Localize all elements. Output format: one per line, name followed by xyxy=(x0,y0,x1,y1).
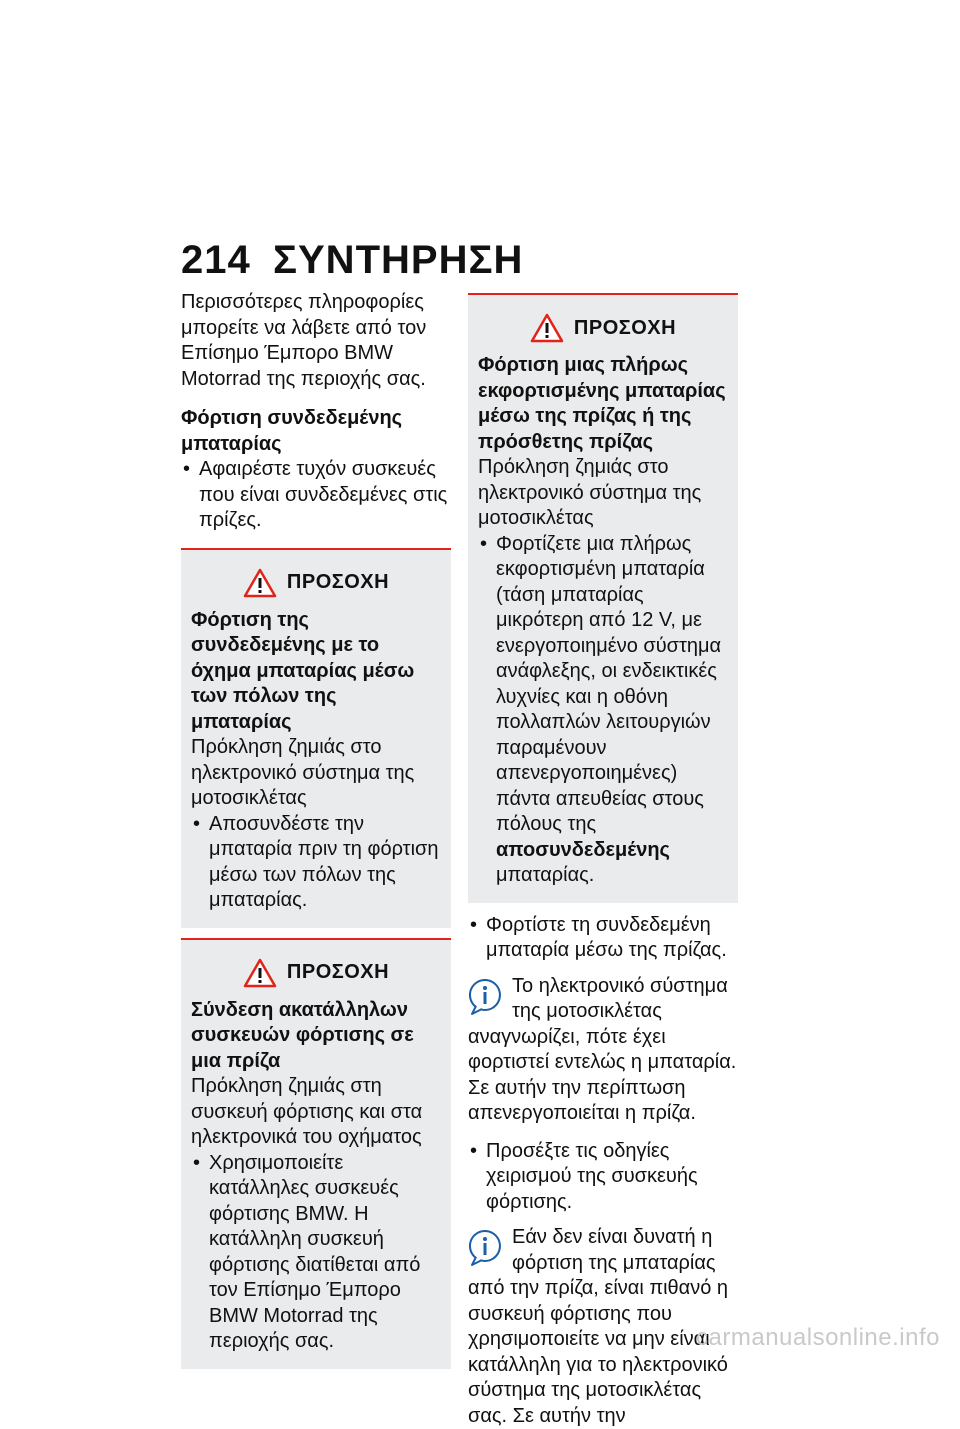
warning-triangle-icon xyxy=(243,568,277,598)
page-header xyxy=(181,238,523,283)
warning-subtitle: Φόρτιση της συνδεδεμένης με το όχημα μπαταρίας μέσω των πόλων της μπαταρίας xyxy=(191,608,415,733)
warning-triangle-icon xyxy=(530,313,564,343)
warning-box-3 xyxy=(468,293,738,903)
warning-title: ΠΡΟΣΟΧΗ xyxy=(286,961,390,983)
warning-text: Πρόκληση ζημιάς στο ηλεκτρονικό σύστημα της μοτοσικλέτας xyxy=(191,736,415,809)
right-column xyxy=(468,290,738,1429)
warning-box-1 xyxy=(181,548,451,928)
info-note-text: Το ηλεκτρονικό σύστημα της μοτοσικλέτας αναγνωρίζει, πότε έχει φορτιστεί εντελώς η μπαταρία. Σε αυτήν την περίπτωση απενεργοποιείται η πρίζα. xyxy=(468,974,737,1124)
info-icon xyxy=(468,978,502,1016)
instructions-bullet: • Προσέξτε τις οδηγίες χειρισμού της συσκευής φόρτισης. xyxy=(468,1139,738,1216)
intro-paragraph: Περισσότερες πληροφορίες μπορείτε να λάβετε από τον Επίσημο Έμπορο BMW Motorrad της περιοχής σας. xyxy=(181,291,427,390)
bullet-text-end: μπαταρίας. xyxy=(496,864,595,886)
info-icon xyxy=(468,1229,502,1267)
warning-title: ΠΡΟΣΟΧΗ xyxy=(286,571,390,593)
info-note-text: Εάν δεν είναι δυνατή η φόρτιση της μπαταρίας από την πρίζα, είναι πιθανό η συσκευή φόρτισης που χρησιμοποιείτε να μην είναι κατάλληλη για το ηλεκτρονικό σύστημα της μοτοσικλέτας σας. Σε αυτήν την xyxy=(468,1226,729,1427)
warning-header xyxy=(191,958,441,988)
warning-subtitle: Σύνδεση ακατάλληλων συσκευών φόρτισης σε μια πρίζα xyxy=(191,998,414,1072)
warning-text: Πρόκληση ζημιάς στη συσκευή φόρτισης και στα ηλεκτρονικά του οχήματος xyxy=(191,1075,423,1148)
warning-title: ΠΡΟΣΟΧΗ xyxy=(573,316,677,339)
page-number: 214 xyxy=(181,238,251,282)
warning-box-2 xyxy=(181,938,451,1369)
watermark: carmanualsonline.info xyxy=(696,1324,940,1351)
bullet-text-start: Φορτίζετε μια πλήρως εκφορτισμένη μπαταρία (τάση μπαταρίας μικρότερη από 12 V, με ενεργοποιημένο σύστημα ανάφλεξης, οι ενδεικτικές λυχνίες και η οθόνη πολλαπλών λειτουργιών παραμένουν απενεργοποιημένες) πάντα απευθείας στους πόλους της xyxy=(496,532,722,835)
warning-header xyxy=(478,313,728,343)
left-column xyxy=(181,290,451,1369)
warning-bullet: • Χρησιμοποιείτε κατάλληλες συσκευές φόρτισης BMW. Η κατάλληλη συσκευή φόρτισης διατίθεται από τον Επίσημο Έμπορο BMW Motorrad της περιοχής σας. xyxy=(191,1151,441,1355)
warning-bullet: • Αποσυνδέστε την μπαταρία πριν τη φόρτιση μέσω των πόλων της μπαταρίας. xyxy=(191,812,441,914)
section-title: Φόρτιση συνδεδεμένης μπαταρίας xyxy=(181,407,403,455)
charge-bullet: • Φορτίστε τη συνδεδεμένη μπαταρία μέσω της πρίζας. xyxy=(468,913,738,964)
warning-text: Πρόκληση ζημιάς στο ηλεκτρονικό σύστημα της μοτοσικλέτας xyxy=(478,456,702,529)
warning-subtitle: Φόρτιση μιας πλήρως εκφορτισμένης μπαταρίας μέσω της πρίζας ή της πρόσθετης πρίζας xyxy=(478,354,726,453)
warning-triangle-icon xyxy=(243,958,277,988)
warning-bullet xyxy=(478,532,728,889)
page-title: ΣΥΝΤΗΡΗΣΗ xyxy=(273,238,524,282)
warning-header xyxy=(191,568,441,598)
bullet-text-bold: αποσυνδεδεμένης xyxy=(496,838,670,861)
info-note-1 xyxy=(468,974,738,1127)
section-bullet: • Αφαιρέστε τυχόν συσκευές που είναι συνδεδεμένες στις πρίζες. xyxy=(181,457,451,534)
